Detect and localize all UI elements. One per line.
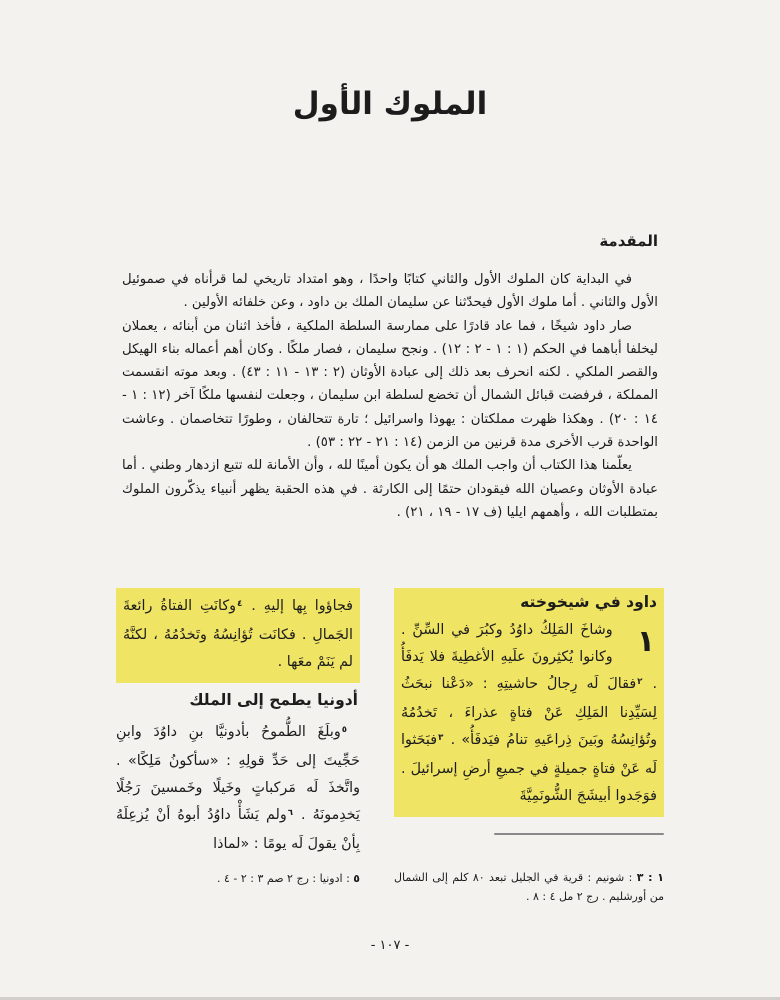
footnote-separator-rule <box>494 833 664 835</box>
intro-paragraph-2: صار داود شيخًا ، فما عاد قادرًا على ممارسة السلطة الملكية ، فأخذ اثنان من أبنائه ، يعملان ليخلفا أباهما في الحكم (١ : ١ - ٢ : ١٢) . ونجح سليمان ، فصار ملكًا . وكان أهم أعماله بناء الهيكل والقصر الملكي . لكنه انحرف بعد ذلك إلى عبادة الأوثان (٢ : ١٣ - ١١ : ٤٣) . وبعد موته انقسمت المملكة ، فرفضت قبائل الشمال أن تخضع لسلطة ابن سليمان ، وجعلت لنفسها ملكًا آخر (١٢ : ١ - ١٤ : ٢٠) . وهكذا ظهرت مملكتان : يهوذا واسرائيل ؛ تارة تتحالفان ، وطورًا تتخاصمان . وعاشت الواحدة قرب الأخرى مدة قرنين من الزمن (١٤ : ٢١ - ٢٢ : ٥٣) . <box>122 318 659 451</box>
intro-paragraph-3: يعلّمنا هذا الكتاب أن واجب الملك هو أن يكون أمينًا لله ، وأن الأمانة لله تتبع ازدهار وطني . أما عبادة الأوثان وعصيان الله فيقودان حتمًا إلى الكارثة . في هذه الحقبة يظهر أنبياء يذكّرون الملوك بمتطلبات الله ، وأهمهم ايليا (ف ١٧ - ١٩ ، ٢١) . <box>122 458 658 520</box>
section-heading-david-old-age: داود في شيخوخته <box>520 593 657 612</box>
page-title: الملوك الأول <box>292 86 488 122</box>
footnotes-section <box>116 868 664 906</box>
highlighted-passage-left <box>116 588 360 683</box>
verses-3b-to-4: فجاؤوا بِها إليهِ . $^٤$وكانَتِ الفتاةُ رائعةَ الجَمالِ . فكانَت تُؤانِسُهُ وتَخدُمُهُ ، لكنَّهُ لم يَنَمْ معَها . <box>123 598 354 671</box>
footnote-text: : ادونيا : رج ٢ صم ٣ : ٢ - ٤ . <box>216 872 350 886</box>
scripture-column-left <box>116 588 360 858</box>
verses-1-to-3 <box>401 617 657 810</box>
chapter-number: ١ <box>636 624 655 660</box>
section-heading-adonijah: أدونيا يطمح إلى الملك <box>189 691 358 710</box>
verse-number: ٢ <box>637 677 643 688</box>
introduction-section <box>122 232 658 524</box>
verse-number: ٤ <box>237 599 243 610</box>
intro-heading: المقدمة <box>599 232 658 250</box>
footnote-shunem <box>394 868 664 906</box>
verse-number: ٥ <box>341 725 347 736</box>
highlighted-passage-right <box>394 588 664 817</box>
footnote-ref: ٥ <box>353 872 360 886</box>
verse-number: ٣ <box>438 733 444 744</box>
verse-number: ٦ <box>287 808 293 819</box>
page-number: - ١٠٧ - <box>370 938 410 953</box>
scripture-column-right <box>394 588 664 835</box>
scripture-columns <box>116 588 664 858</box>
intro-paragraph-1: في البداية كان الملوك الأول والثاني كتابًا واحدًا ، وهو امتداد تاريخي لما قرأناه في صموئيل الأول والثاني . أما ملوك الأول فيحدّثنا عن سليمان الملك بن داود ، وعن خلفائه الأولين . <box>122 272 658 311</box>
verse-text-right: وشاخَ المَلِكُ داوُدُ وكبُرَ في السِّنِّ . وكانوا يُكثِرونَ علَيهِ الأغطِيةَ فلا يَدفَأُ . $^٢$فقالَ لَه رِجالُ حاشيتِهِ : «دَعْنا نبحَثُ لِسَيِّدِنا المَلِكِ عَنْ فتاةٍ عذراءَ ، تَخدُمُهُ وتُؤانِسُهُ وبَينَ ذِراعَيهِ تنامُ فيَدفَأُ» . $^٣$فبَحَثوا لَه عَنْ فتاةٍ جميلةٍ في جميعِ أرضِ إسرائيلَ . فوَجَدوا أبيشَجَ الشُّونَمِيَّةَ <box>401 622 657 805</box>
footnote-ref: ١ : ٣ <box>636 871 664 885</box>
footnote-adonijah <box>116 868 360 906</box>
verses-5-to-6: $^٥$وبلَغَ الطُّموحُ بأدونيَّا بنِ داوُدَ وابنِ حَجِّيتَ إلى حَدِّ قولِهِ : «سأكونُ مَلِكًا» . واتَّخذَ لَه مَركباتٍ وخَيلًا وخَمسينَ رَجُلًا يَخدِمونَهُ . $^٦$ولم يَشَأْ داوُدُ أبوهُ أنْ يُزعِلَهُ بِأنْ يقولَ لَه يومًا : «لماذا <box>116 724 360 853</box>
footnote-text: : شونيم : قرية في الجليل تبعد ٨٠ كلم إلى الشمال من أورشليم . رج ٢ مل ٤ : ٨ . <box>394 871 664 904</box>
